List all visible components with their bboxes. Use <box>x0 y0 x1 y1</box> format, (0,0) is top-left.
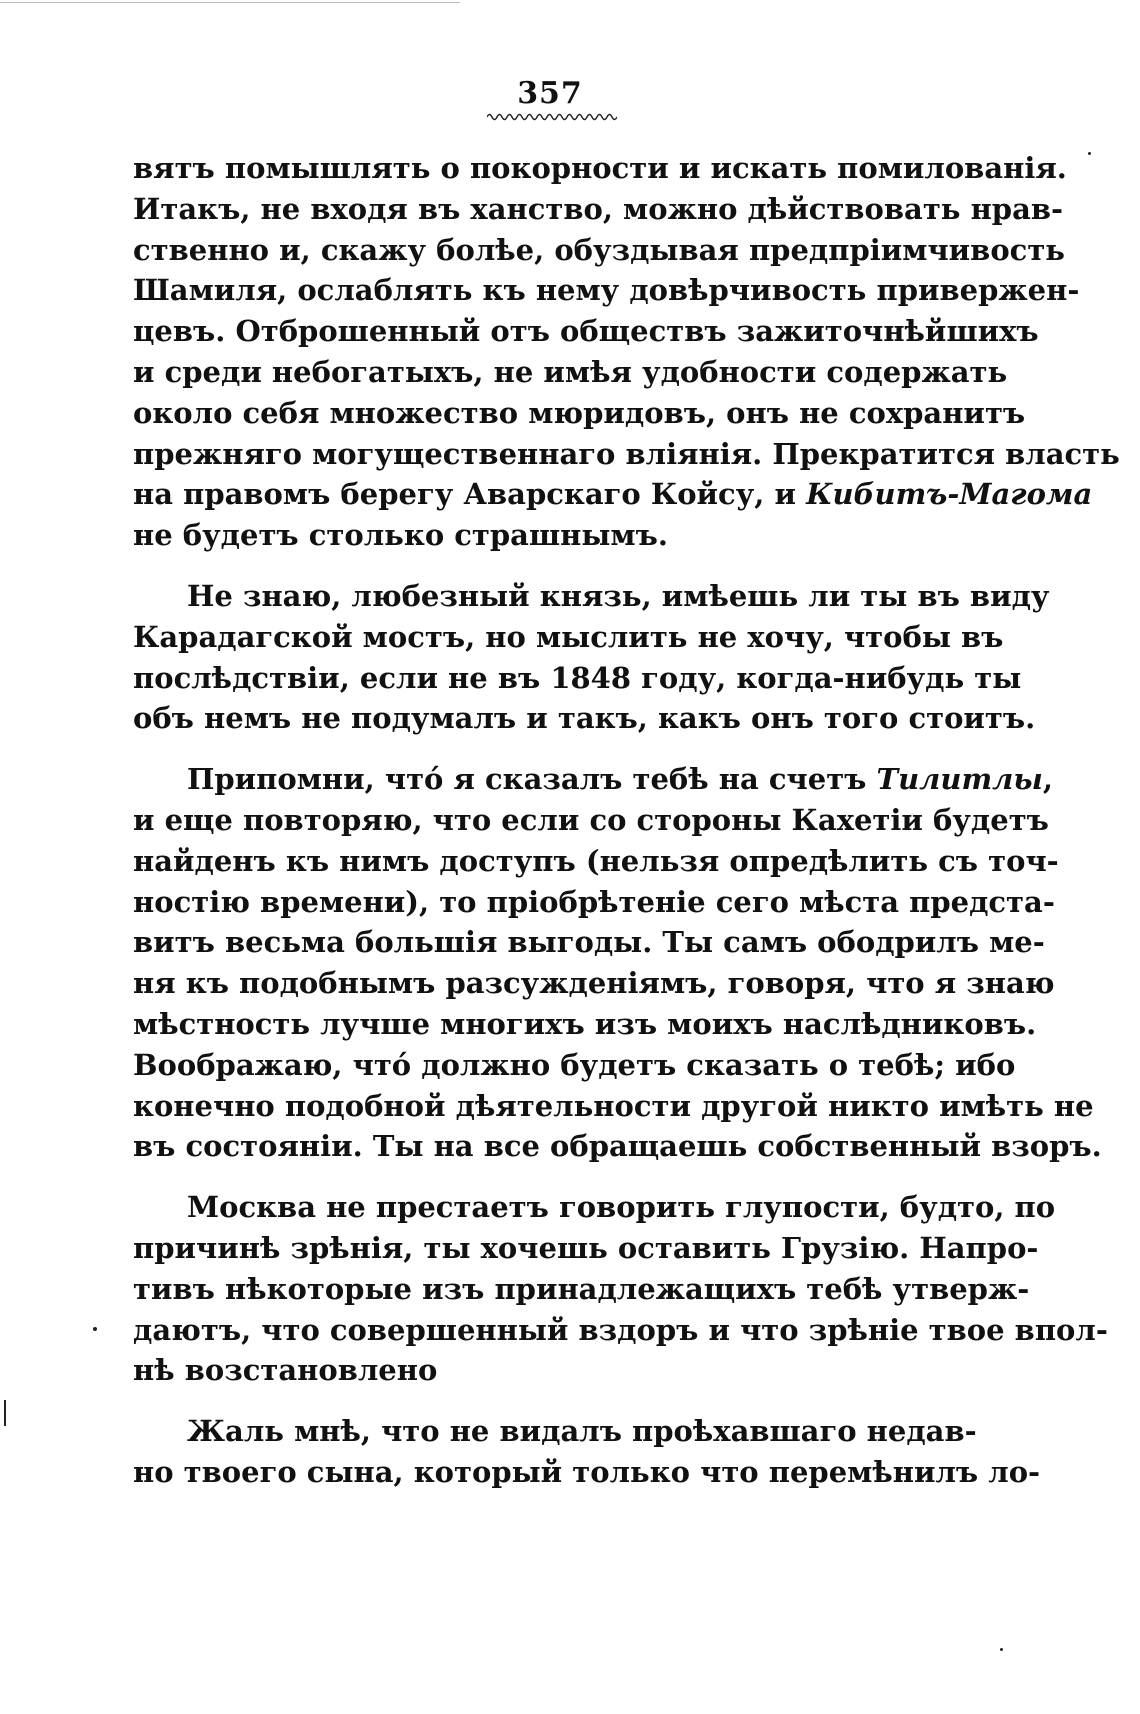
paragraph <box>133 576 1050 739</box>
scan-speck <box>1000 1648 1003 1651</box>
text-line: Москва не престаетъ говорить глупости, будто, по <box>187 1190 1056 1225</box>
text-line: ственно и, скажу болѣе, обуздывая предпріимчивость <box>133 232 1065 267</box>
text-line: Припомни, чтó я сказалъ тебѣ на счетъ Тилитлы, <box>187 762 1054 797</box>
text-line: вятъ помышлять о покорности и искать помилованія. <box>133 151 1067 185</box>
text-line: цевъ. Отброшенный отъ обществъ зажиточнѣйшихъ <box>133 314 1039 349</box>
body-text <box>133 148 1120 1513</box>
scan-edge-line <box>0 2 460 3</box>
text-line: Карадагской мостъ, но мыслить не хочу, чтобы въ <box>133 619 1004 654</box>
text-line: нѣ возстановлено <box>133 1353 438 1388</box>
scan-speck <box>4 1400 6 1426</box>
paragraph <box>133 148 1120 556</box>
text-line: прежняго могущественнаго вліянія. Прекратится власть <box>133 436 1120 471</box>
paragraph <box>133 1187 1108 1391</box>
text-line: Воображаю, чтó должно будетъ сказать о тебѣ; ибо <box>133 1047 1016 1082</box>
text-line: но твоего сына, который только что перемѣнилъ ло- <box>133 1454 1041 1489</box>
page-number-ornament <box>487 112 617 122</box>
text-line: Не знаю, любезный князь, имѣешь ли ты въ виду <box>187 578 1050 613</box>
text-line: ностію времени), то пріобрѣтеніе сего мѣста предста- <box>133 884 1055 919</box>
paragraph <box>133 759 1102 1167</box>
text-line: въ состояніи. Ты на все обращаешь собственный взоръ. <box>133 1129 1102 1164</box>
text-line: ня къ подобнымъ разсужденіямъ, говоря, что я знаю <box>133 966 1055 1001</box>
text-line: даютъ, что совершенный вздоръ и что зрѣніе твое впол- <box>133 1312 1108 1347</box>
text-line: и среди небогатыхъ, не имѣя удобности содержать <box>133 354 1008 389</box>
text-line: Итакъ, не входя въ ханство, можно дѣйствовать нрав- <box>133 191 1064 226</box>
page-number: 357 <box>517 76 583 111</box>
text-line: и еще повторяю, что если со стороны Кахетіи будетъ <box>133 802 1049 837</box>
text-line: причинѣ зрѣнія, ты хочешь оставить Грузію. Напро- <box>133 1230 1039 1265</box>
text-line: найденъ къ нимъ доступъ (нельзя опредѣлить съ точ- <box>133 843 1059 878</box>
text-line: конечно подобной дѣятельности другой никто имѣть не <box>133 1088 1094 1123</box>
text-line: витъ весьма большія выгоды. Ты самъ ободрилъ ме- <box>133 925 1045 960</box>
text-line: на правомъ берегу Аварскаго Койсу, и Кибитъ-Магома <box>133 477 1093 512</box>
paragraph <box>133 1411 1041 1493</box>
text-line: не будетъ столько страшнымъ. <box>133 518 668 553</box>
text-line: Шамиля, ослаблять къ нему довѣрчивость привержен- <box>133 273 1080 308</box>
text-line: тивъ нѣкоторые изъ принадлежащихъ тебѣ утверж- <box>133 1271 1030 1306</box>
text-line: Жаль мнѣ, что не видалъ проѣхавшаго недав- <box>187 1414 977 1449</box>
text-line: послѣдствіи, если не въ 1848 году, когда-нибудь ты <box>133 660 1022 695</box>
text-line: около себя множество мюридовъ, онъ не сохранитъ <box>133 395 1026 430</box>
text-line: объ немъ не подумалъ и такъ, какъ онъ того стоитъ. <box>133 701 1036 736</box>
scan-speck <box>93 1327 97 1331</box>
text-line: мѣстность лучше многихъ изъ моихъ наслѣдниковъ. <box>133 1006 1037 1041</box>
scan-speck <box>1088 152 1091 155</box>
